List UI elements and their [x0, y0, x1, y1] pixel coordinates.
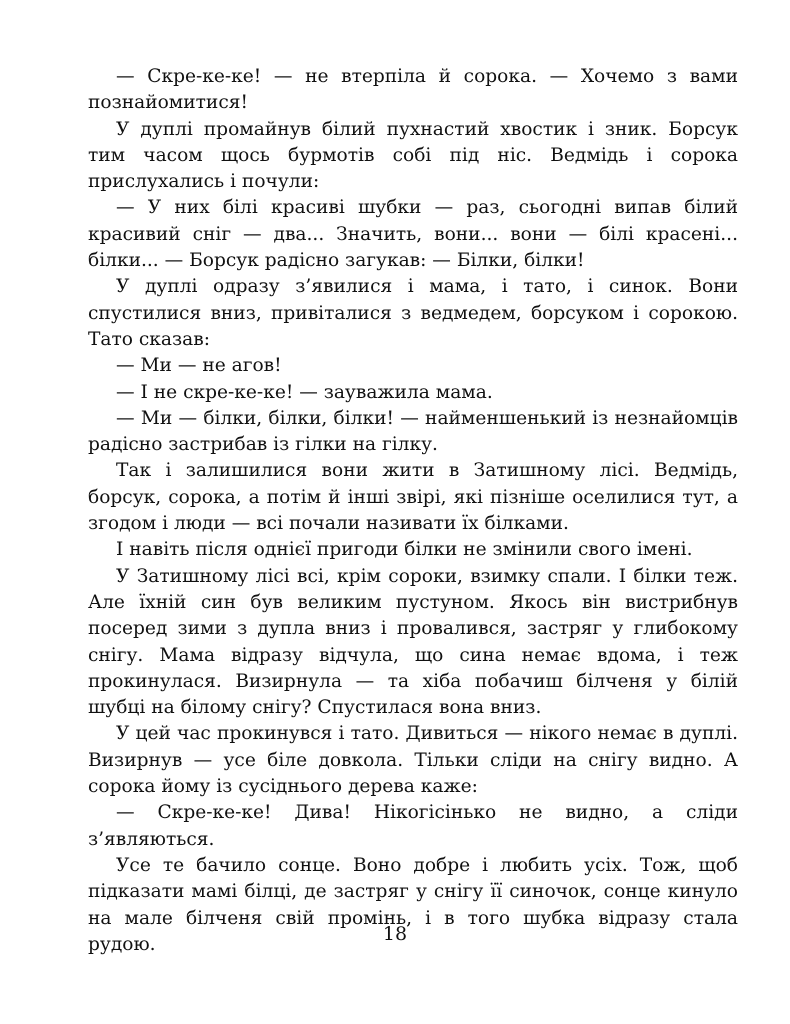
paragraph: Усе те бачило сонце. Воно добре і любить усіх. Тож, щоб підказати мамі білці, де застряг у снігу її синочок, сонце кинуло на мале білченя свій промінь, і в того шубка відразу стала рудою. [88, 854, 738, 955]
page-number: 18 [382, 923, 408, 945]
paragraph: І навіть після однієї пригоди білки не змінили свого імені. [116, 539, 693, 561]
page-body [88, 64, 738, 958]
paragraph: — Ми — не агов! [116, 355, 282, 377]
paragraph: Так і залишилися вони жити в Затишному лісі. Ведмідь, борсук, сорока, а потім й інші звірі, які пізніше оселилися тут, а згодом і люди — всі почали називати їх білками. [88, 460, 738, 535]
paragraph: — Скре-ке-ке! — не втерпіла й сорока. — Хочемо з вами познайомитися! [88, 66, 738, 114]
paragraph: — Скре-ке-ке! Дива! Нікогісінько не видно, а сліди з’являються. [88, 802, 738, 850]
paragraph: У дуплі одразу з’явилися і мама, і тато, і синок. Вони спустилися вниз, привіталися з ведмедем, борсуком і сорокою. Тато сказав: [88, 276, 738, 350]
paragraph: У дуплі промайнув білий пухнастий хвостик і зник. Борсук тим часом щось бурмотів собі під ніс. Ведмідь і сорока прислухались і почули: [88, 118, 738, 193]
paragraph: — Ми — білки, білки, білки! — найменшенький із незнайомців радісно застрибав із гілки на гілку. [88, 407, 738, 456]
paragraph: — І не скре-ке-ке! — зауважила мама. [116, 381, 493, 403]
paragraph: У цей час прокинувся і тато. Дивиться — нікого немає в дуплі. Визирнув — усе біле довкола. Тільки сліди на снігу видно. А сорока йому із сусіднього дерева каже: [88, 723, 738, 798]
paragraph: — У них білі красиві шубки — раз, сьогодні випав білий красивий сніг — два... Значить, вони... вони — білі красені... білки... — Борсук радісно загукав: — Білки, білки! [88, 197, 738, 272]
paragraph: У Затишному лісі всі, крім сороки, взимку спали. І білки теж. Але їхній син був великим пустуном. Якось він вистрибнув посеред зими з дупла вниз і провалився, застряг у глибокому снігу. Мама відразу відчула, що сина немає вдома, і теж прокинулася. Визирнула — та хіба побачиш білченя у білій шубці на білому снігу? Спустилася вона вниз. [88, 565, 738, 719]
